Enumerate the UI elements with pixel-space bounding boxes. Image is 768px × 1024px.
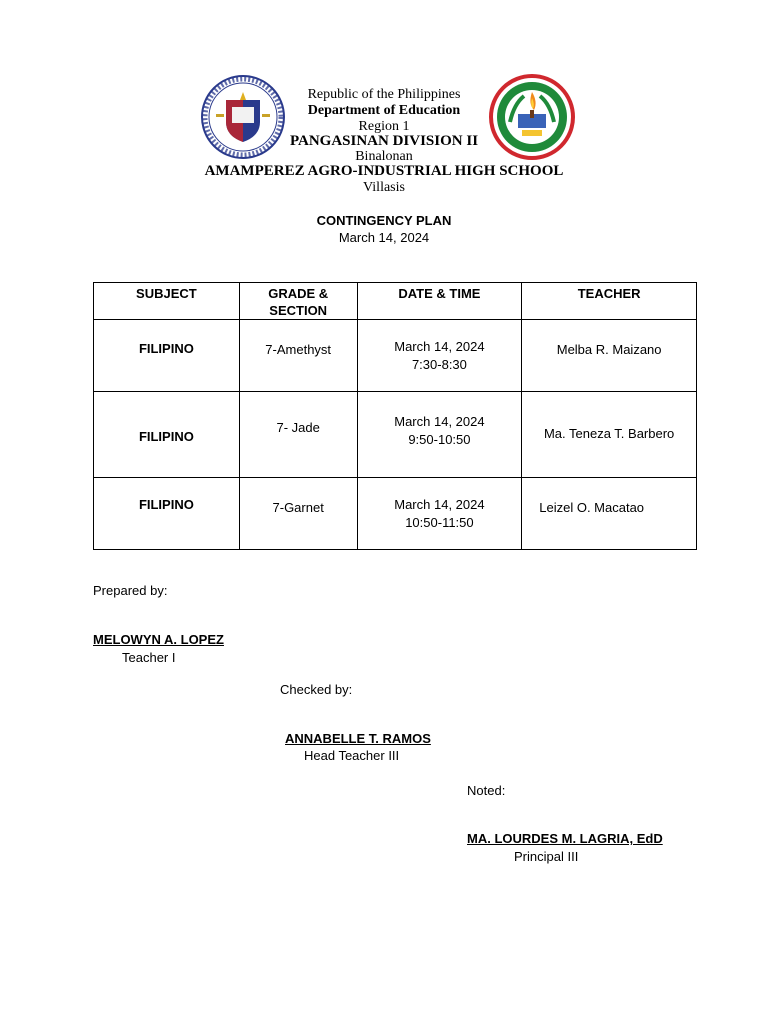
date-time-column-header: DATE & TIME [357, 283, 522, 320]
grade-section-column-header: GRADE & SECTION [239, 283, 357, 320]
noted-by-name: MA. LOURDES M. LAGRIA, EdD [467, 831, 663, 846]
section-cell: 7-Garnet [239, 478, 357, 550]
checked-by-label: Checked by: [280, 682, 353, 697]
teacher-cell: Ma. Teneza T. Barbero [522, 392, 697, 478]
document-date: March 14, 2024 [338, 230, 430, 245]
date-time-cell: March 14, 2024 10:50-11:50 [357, 478, 522, 550]
subject-cell: FILIPINO [94, 320, 240, 392]
table-row [94, 478, 697, 550]
teacher-column-header: TEACHER [522, 283, 697, 320]
division-heading: PANGASINAN DIVISION II [289, 133, 479, 149]
table-row [94, 392, 697, 478]
noted-label: Noted: [467, 783, 506, 798]
prepared-by-label: Prepared by: [93, 583, 168, 598]
teacher-cell: Melba R. Maizano [522, 320, 697, 392]
prepared-by-title: Teacher I [122, 650, 176, 665]
table-row [94, 320, 697, 392]
subject-cell: FILIPINO [94, 392, 240, 478]
teacher-cell: Leizel O. Macatao [522, 478, 697, 550]
date-time-cell: March 14, 2024 9:50-10:50 [357, 392, 522, 478]
noted-by-title: Principal III [514, 849, 579, 864]
region-heading: Region 1 [358, 119, 410, 134]
section-cell: 7- Jade [239, 392, 357, 478]
section-cell: 7-Amethyst [239, 320, 357, 392]
checked-by-title: Head Teacher III [304, 748, 400, 763]
document-title: CONTINGENCY PLAN [316, 213, 452, 228]
school-name-heading: AMAMPEREZ AGRO-INDUSTRIAL HIGH SCHOOL [204, 163, 564, 179]
department-heading: Department of Education [307, 103, 461, 118]
date-time-cell: March 14, 2024 7:30-8:30 [357, 320, 522, 392]
table-header-row [94, 283, 697, 320]
checked-by-name: ANNABELLE T. RAMOS [285, 731, 431, 746]
town-heading: Binalonan [355, 149, 413, 164]
prepared-by-name: MELOWYN A. LOPEZ [93, 632, 224, 647]
subject-column-header: SUBJECT [94, 283, 240, 320]
republic-heading: Republic of the Philippines [307, 87, 461, 102]
contingency-plan-table [93, 282, 697, 550]
subject-cell: FILIPINO [94, 478, 240, 550]
municipality-heading: Villasis [363, 180, 405, 195]
